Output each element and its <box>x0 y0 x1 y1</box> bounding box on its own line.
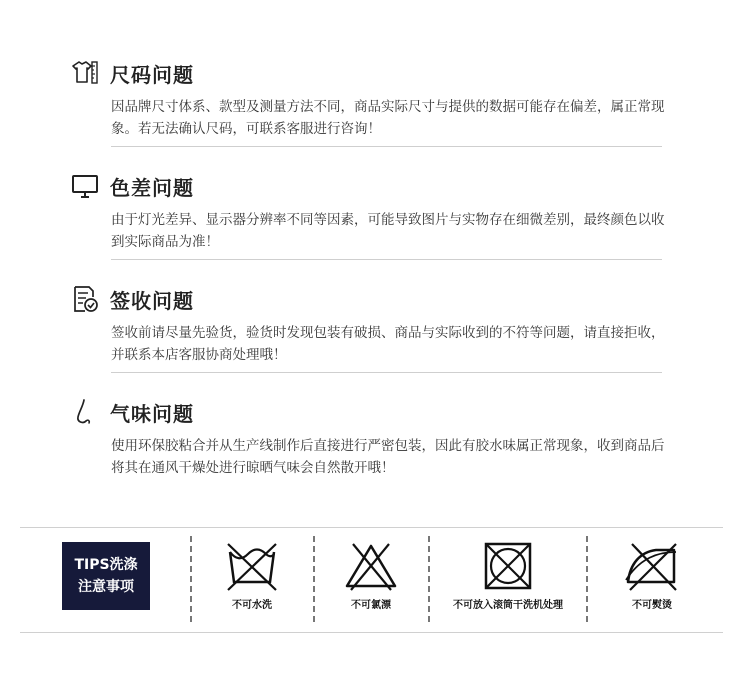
tips-title-line1: TIPS洗涤 <box>74 557 138 573</box>
care-item-no-wash <box>212 540 292 611</box>
dashed-divider <box>586 536 588 622</box>
odor-section-title: 气味问题 <box>110 401 194 426</box>
size-section-header <box>70 58 194 88</box>
color-section-text: 由于灯光差异、显示器分辨率不同等因素，可能导致图片与实物存在细微差别，最终颜色以收到实际商品为准！ <box>111 212 665 250</box>
receipt-section-title: 签收问题 <box>110 288 194 313</box>
care-label: 不可水洗 <box>232 600 272 611</box>
divider <box>111 372 662 373</box>
dashed-divider <box>190 536 192 622</box>
dashed-divider <box>313 536 315 622</box>
tips-top-divider <box>20 527 723 528</box>
care-item-no-tumble-dry <box>438 540 578 611</box>
tips-title-line2: 注意事项 <box>78 579 134 595</box>
tshirt-ruler-icon <box>70 58 100 88</box>
care-item-no-iron <box>612 540 692 611</box>
size-section-text: 因品牌尺寸体系、款型及测量方法不同，商品实际尺寸与提供的数据可能存在偏差，属正常现象。若无法确认尺码，可联系客服进行咨询！ <box>111 99 665 137</box>
no-tumble-dry-icon <box>478 540 538 592</box>
divider <box>111 146 662 147</box>
care-label: 不可氯漂 <box>351 600 391 611</box>
receipt-section-header <box>70 284 194 314</box>
nose-icon <box>70 397 100 427</box>
odor-section-text: 使用环保胶粘合并从生产线制作后直接进行严密包装，因此有胶水味属正常现象，收到商品后将其在通风干燥处进行晾晒气味会自然散开哦！ <box>111 438 665 476</box>
care-item-no-bleach <box>331 540 411 611</box>
document-check-icon <box>70 284 100 314</box>
color-section-title: 色差问题 <box>110 175 194 200</box>
no-iron-icon <box>622 540 682 592</box>
color-section-header <box>70 171 194 201</box>
size-section-title: 尺码问题 <box>110 62 194 87</box>
tips-badge <box>62 542 150 610</box>
care-label: 不可放入滚筒干洗机处理 <box>453 600 563 611</box>
divider <box>111 259 662 260</box>
dashed-divider <box>428 536 430 622</box>
no-bleach-icon <box>341 540 401 592</box>
no-wash-icon <box>222 540 282 592</box>
monitor-icon <box>70 171 100 201</box>
receipt-section-text: 签收前请尽量先验货，验货时发现包装有破损、商品与实际收到的不符等问题，请直接拒收，并联系本店客服协商处理哦！ <box>111 325 665 363</box>
tips-bottom-divider <box>20 632 723 633</box>
odor-section-header <box>70 397 194 427</box>
care-label: 不可熨烫 <box>632 600 672 611</box>
